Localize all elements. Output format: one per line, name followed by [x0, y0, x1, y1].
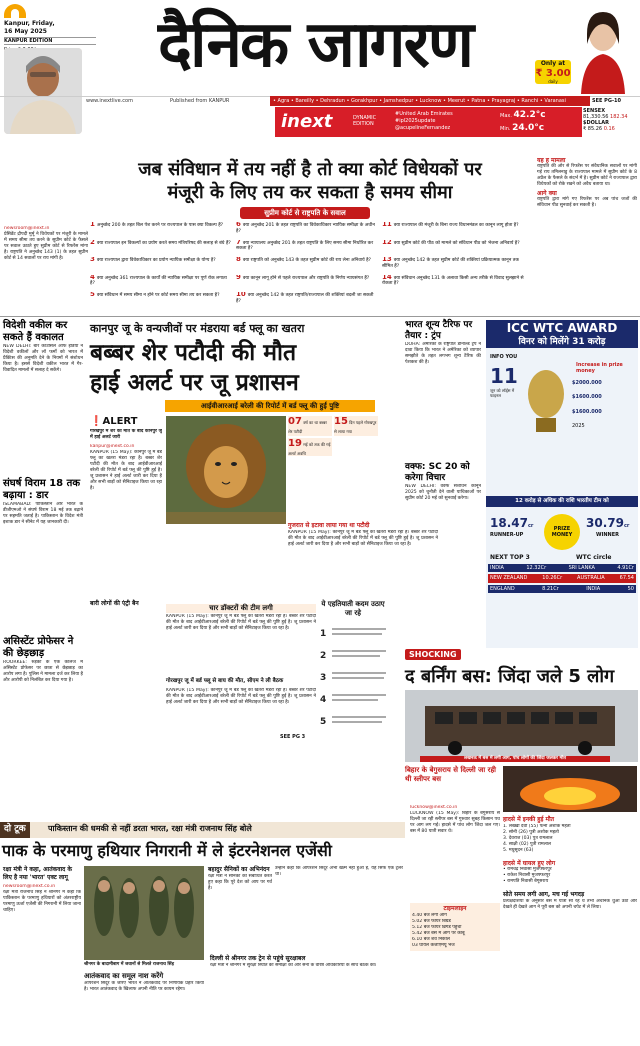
timeline-1: 4.40 बजे लगी आग: [412, 912, 447, 918]
zoo-stat-boxes: [288, 416, 378, 456]
wtc-row: [488, 585, 636, 593]
stat-15: 15: [334, 416, 348, 427]
question-number: 7: [236, 239, 241, 246]
bottom-headline: पाक के परमाणु हथियार निगरानी में ले इंटरनेशनल एजेंसी: [2, 841, 332, 860]
runner-label: RUNNER-UP: [490, 532, 524, 538]
edition-label: EDITION: [353, 121, 374, 127]
svg-text:2: 2: [320, 651, 327, 661]
question-item: [236, 275, 378, 293]
lion-photo: [166, 416, 286, 524]
wtc-circle-label: WTC circle: [576, 554, 612, 561]
question-item: [236, 292, 378, 310]
bottom-col-5: [210, 955, 405, 1043]
zoo-headline: [90, 338, 440, 398]
shocking-bar: [405, 650, 638, 664]
bottom-reporter: newsroom@inext.co.in: [3, 884, 56, 889]
only-at: Only at: [540, 60, 566, 67]
bus-caption: लखनऊ में बस में लगी आग, पांच लोगों की जिंदा जलकर मौत: [420, 756, 610, 762]
wtc-cell-v1: 12.32Cr: [526, 565, 547, 571]
prize-value: $1600.000: [572, 408, 602, 415]
wtc-cell-team: ENGLAND: [490, 585, 515, 592]
lead-headline: [88, 158, 532, 204]
wtc-subtitle: विनर को मिलेंगे 31 करोड़: [486, 336, 638, 348]
zoo-kicker: कानपुर जू के वन्यजीवों पर मंडराया बर्ड फ्लू का खतरा: [90, 322, 305, 335]
hurt-head: हादसे में घायल हुए लोग: [503, 859, 556, 867]
question-text: क्या राष्ट्रपति को अनुच्छेद 143 के तहत सुप्रीम कोर्ट की राय लेना अनिवार्य है?: [242, 258, 371, 263]
soldiers-photo-icon: [84, 866, 204, 960]
precaution-numbers-icon: [318, 624, 388, 734]
side-text: राष्ट्रपति की ओर से रिफरेंस पर संवैधानिक सवालों पर मांगी गई राय तमिलनाडु के राज्यपाल मामले में सुप्रीम कोर्ट के 8 अप्रैल के फैसले के संदर्भ में है। सुप्रीम कोर्ट ने राज्यपाल द्वारा विधेयकों को रोके रखने को अवैध बताया था।: [537, 164, 637, 187]
date: 16 May 2025: [4, 27, 47, 35]
team-body: KANPUR (15 May): कानपुर जू में बर्ड फ्लू का खतरा मंडरा रहा है। बब्बर शेर पटौदी की मौत के बाद आईवीआरआई बरेली की रिपोर्ट में बर्ड फ्लू की पुष्टि हुई है। जू प्रशासन ने हाई अलर्ट जारी कर दिया है और सभी बाड़ों को सैनिटाइज किया जा रहा है।: [166, 614, 316, 631]
wtc-num: 11: [490, 364, 518, 388]
question-text: क्या अनुच्छेद 142 के तहत सुप्रीम कोर्ट की शक्तियां प्रक्रियात्मक कानून तक सीमित हैं?: [382, 258, 519, 269]
wtc-title: ICC WTC AWARD: [486, 320, 638, 336]
precautions-head: ये एहतियाती कदम उठाए जा रहे: [321, 600, 385, 617]
do-took: दो टूक: [0, 822, 30, 838]
wtc-table: [488, 564, 636, 595]
increase-label: Increase in prize money: [576, 362, 623, 375]
wtc-cell-v2: 4.91Cr: [617, 565, 634, 571]
stat-07: 07: [288, 416, 302, 427]
question-item: [90, 222, 232, 240]
bus-side-head: बिहार के बेगुसराय से दिल्ली जा रही थी स्लीपर बस: [405, 766, 496, 783]
question-number: 5: [90, 292, 95, 298]
stat-19: 19: [288, 438, 302, 449]
gorakhpur-body: KANPUR (15 May): कानपुर जू में बर्ड फ्लू का खतरा मंडरा रहा है। बब्बर शेर पटौदी की मौत के बाद आईवीआरआई बरेली की रिपोर्ट में बर्ड फ्लू की पुष्टि हुई है। जू प्रशासन ने हाई अलर्ट जारी कर दिया है और सभी बाड़ों को सैनिटाइज किया जा रहा है।: [288, 530, 438, 547]
bottom-col1-text: रक्षा मंत्री राजनाथ सिंह ने श्रीनगर में कहा कि पाकिस्तान के परमाणु हथियारों को अंतरराष्ट्रीय परमाणु ऊर्जा एजेंसी की निगरानी में लिया जाना चाहिए।: [3, 890, 81, 913]
question-text: क्या कानून लागू होने से पहले राज्यपाल और राष्ट्रपति के निर्णय न्यायसंगत हैं?: [242, 275, 370, 281]
published-from: Published from KANPUR: [170, 98, 230, 104]
gorakhpur-head: गुजरात से इटावा लाया गया था पटौदी: [288, 522, 370, 529]
question-number: 4: [90, 274, 95, 281]
divider: [0, 316, 640, 317]
runner-unit: cr: [527, 523, 534, 529]
stat-07-text: वर्ष का था बब्बर शेर पटौदी: [288, 420, 327, 434]
prize-badge: PRIZE MONEY: [544, 514, 580, 550]
sc20-text: NEW DELHI: वक्फ संशोधन कानून 2025 को चुनौती देने वाली याचिकाओं पर सुप्रीम कोर्ट 20 मई को सुनवाई करेगा।: [405, 484, 481, 501]
svg-text:1: 1: [320, 629, 327, 639]
info-you: INFO YOU: [490, 354, 518, 360]
side-next-text: राष्ट्रपति द्वारा मांगे गए रिफरेंस पर अब पांच जजों की संविधान पीठ सुनवाई कर सकती है।: [537, 197, 637, 208]
cause-head: सोते समय लगी आग, मच गई भगदड़: [503, 891, 585, 898]
timeline-5: 6.10 बजे शव निकाले: [412, 936, 450, 942]
lead-reporter-text: newsroom@inext.in: [4, 226, 50, 231]
question-text: क्या राज्यपाल इन विकल्पों का प्रयोग करते समय मंत्रिपरिषद की सलाह से बंधे हैं?: [96, 240, 231, 246]
ad-box: [533, 4, 637, 94]
alert-icon: ❗: [90, 416, 103, 427]
stat-19-text: मई को तक की गई अलर्ट अवधि: [288, 442, 331, 456]
wtc-cell-team2: INDIA: [586, 585, 601, 592]
question-text: अनुच्छेद 200 के तहत बिल पेश करने पर राज्यपाल के पास क्या विकल्प हैं?: [96, 223, 224, 228]
fire-photo: [503, 766, 637, 812]
col4-text: उन्होंने कहा कि ऑपरेशन सिंदूर अभी खत्म नहीं हुआ है, यह सिर्फ एक ट्रेलर था।: [275, 866, 403, 877]
wtc-row: [488, 574, 636, 582]
question-item: [382, 240, 524, 258]
bottom-kicker: पाकिस्तान की धमकी से नहीं डरता भारत, रक्षा मंत्री राजनाथ सिंह बोले: [48, 824, 252, 833]
lion-icon: [166, 416, 286, 524]
question-item: [90, 240, 232, 258]
president-portrait-icon: [4, 48, 82, 134]
question-item: [90, 292, 232, 310]
social-1: #United Arab Emirates: [395, 111, 453, 117]
prize-value: $1600.000: [572, 394, 602, 401]
question-number: 10: [236, 292, 246, 298]
left-column: [3, 320, 83, 770]
prize-team: 12 करोड़ से अधिक की राशि भारतीय टीम को: [486, 496, 638, 507]
question-item: [90, 257, 232, 275]
lucknow-story: [410, 805, 500, 1045]
dollar-change: 0.16: [603, 126, 615, 132]
social-2: #ipl2025update: [395, 118, 436, 124]
wtc-cell-v1: 10.26Cr: [542, 575, 563, 582]
jagran-logo-icon: [4, 4, 26, 18]
col5-head: दिल्ली से श्रीनगर तक ट्रेन से पहुंचे सुरक्षाबल: [210, 955, 306, 962]
wtc-box: [486, 320, 638, 648]
dollar-value: ₹ 85.26: [583, 126, 603, 132]
inext-logo: inext: [281, 111, 333, 132]
wtc-cell-team2: SRI LANKA: [568, 565, 595, 571]
dynamic: DYNAMIC: [353, 115, 377, 121]
svg-text:4: 4: [320, 695, 327, 705]
wtc-cell-v1: 8.21Cr: [542, 585, 559, 592]
meeting-head: गोरखपुर जू में बर्ड फ्लू से बाघ की मौत, सीएम ने ली बैठक: [166, 678, 284, 684]
lucknow-reporter: lucknow@inext.co.in: [410, 805, 458, 810]
prize-value: $2000.000: [572, 380, 602, 386]
lead-headline-2: मंजूरी के लिए तय कर सकता है समय सीमा: [167, 182, 453, 203]
timeline-3: 5.12 बजे फायर ब्रिगेड पहुंची: [412, 924, 462, 930]
lc-head-3: असिस्टेंट प्रोफेसर ने की छेड़छाड़: [3, 636, 74, 659]
daily: daily: [548, 78, 558, 84]
min-temp: 24.0°c: [512, 123, 545, 133]
sc20-head: वक्फ: SC 20 को करेगा विचार: [405, 462, 470, 483]
cause-text: प्रत्यक्षदर्शियों के अनुसार बस में यात्री सो रहे थे तभी अचानक धुआं उठा और देखते ही देखते आग ने पूरी बस को अपनी चपेट में ले लिया।: [503, 898, 637, 910]
zoo-body: KANPUR (15 May): कानपुर जू में बर्ड फ्लू का खतरा मंडरा रहा है। बब्बर शेर पटौदी की मौत के बाद आईवीआरआई बरेली की रिपोर्ट में बर्ड फ्लू की पुष्टि हुई है। जू प्रशासन ने हाई अलर्ट जारी कर दिया है और सभी बाड़ों को सैनिटाइज किया जा रहा है।: [90, 449, 162, 491]
question-number: 9: [236, 274, 241, 281]
wtc-row: [488, 564, 636, 572]
timeline-box: [410, 903, 500, 951]
website[interactable]: www.inextlive.com: [86, 98, 133, 104]
winner-label: WINNER: [596, 532, 620, 538]
zoo-head-1: बब्बर शेर पटौदी की मौत: [90, 340, 297, 366]
wtc-num-text: जून को लॉर्ड्स में फाइनल: [490, 388, 515, 398]
max-temp: 42.2°c: [513, 110, 546, 120]
question-number: 1: [90, 222, 95, 228]
question-number: 11: [382, 222, 392, 228]
photo-caption: श्रीनगर के बादामीबाग में जवानों से मिलते राजनाथ सिंह: [84, 962, 174, 967]
dead-head: हादसे में इनकी हुई मौत: [503, 816, 555, 823]
question-item: [382, 222, 524, 240]
question-number: 2: [90, 239, 95, 246]
timeline-4: 5.42 बजे बस में आग पर काबू: [412, 930, 465, 936]
question-number: 12: [382, 239, 392, 246]
dollar-label: $DOLLAR: [583, 120, 609, 126]
prize-chart: [572, 380, 634, 460]
lead-intro-text: प्रेसिडेंट द्रौपदी मुर्मू ने विधेयकों पर मंजूरी के मामले में समय सीमा तय करने के सुप्रीम कोर्ट के फैसले पर सवाल उठाते हुए सुप्रीम कोर्ट से रिफरेंस मांगा है। राष्ट्रपति ने अनुच्छेद 143 (1) के तहत सुप्रीम कोर्ट से 14 सवालों पर राय मांगी है।: [4, 232, 88, 261]
question-number: 14: [382, 274, 392, 281]
stat-15-text: दिन पहले गोरखपुर से लाया गया: [334, 420, 377, 434]
lead-intro: [4, 226, 88, 306]
question-text: क्या अनुच्छेद 201 के तहत राष्ट्रपति का विवेकाधिकार न्यायिक समीक्षा के अधीन है?: [236, 223, 375, 234]
svg-text:3: 3: [320, 673, 327, 683]
question-number: 6: [236, 222, 241, 228]
question-text: क्या राज्यपाल की मंजूरी के बिना राज्य विधानमंडल का कानून लागू होता है?: [393, 223, 519, 228]
question-number: 3: [90, 257, 95, 263]
lucknow-body: LUCKNOW (15 May): बिहार के बेगुसराय से दिल्ली जा रही स्लीपर बस में गुरुवार सुबह किसान पथ पर आग लग गई। हादसे में पांच लोग जिंदा जल गए। बस में 80 यात्री सवार थे।: [410, 811, 500, 834]
lc-head-2: संघर्ष विराम 18 तक बढ़ाया : डार: [3, 478, 81, 501]
question-item: [90, 275, 232, 293]
dead-box: [503, 816, 637, 979]
market-box: [582, 107, 638, 137]
shocking-headline: द बर्निंग बस: जिंदा जले 5 लोग: [405, 666, 615, 687]
right-column: [405, 320, 481, 564]
svg-text:5: 5: [320, 717, 327, 727]
question-text: क्या न्यायालय अनुच्छेद 201 के तहत राष्ट्रपति के लिए समय सीमा निर्धारित कर सकता है?: [236, 240, 374, 252]
zoo-report-tag: आईवीआरआई बरेली की रिपोर्ट में बर्ड फ्लू की हुई पुष्टि: [165, 400, 375, 412]
city: Kanpur,: [4, 20, 30, 27]
question-text: क्या संविधान अनुच्छेद 131 के अलावा किसी अन्य तरीके से विवाद सुलझाने से रोकता है?: [382, 275, 524, 287]
winner-unit: cr: [623, 523, 630, 529]
bus-photo: [405, 690, 638, 762]
timeline-2: 5.02 बजे फायर बिग्रेड: [412, 918, 451, 924]
question-item: [236, 257, 378, 275]
sensex-value: 81,330.56: [583, 114, 609, 120]
day: Friday,: [32, 20, 55, 27]
question-number: 13: [382, 257, 392, 263]
bottom-kicker-bar: [0, 822, 405, 838]
trump-head: भारत शून्य टैरिफ पर तैयार : ट्रंप: [405, 320, 473, 341]
question-number: 8: [236, 257, 241, 263]
side-next: आगे क्या: [537, 190, 557, 197]
price-big: ₹ 3.00: [535, 67, 571, 79]
zoo-head-2: हाई अलर्ट पर जू प्रशासन: [90, 370, 299, 396]
zoo-see-pg[interactable]: SEE PG 3: [280, 734, 306, 740]
president-photo: [4, 48, 82, 134]
col5-text: रक्षा मंत्री ने श्रीनगर में सुरक्षा स्थिति की समीक्षा की और सेना के वरिष्ठ अधिकारियों के साथ बैठक की।: [210, 962, 377, 968]
zoo-subhead-2: बारी लोगों की एंट्री बैन: [90, 599, 139, 607]
question-item: [382, 257, 524, 275]
lc-text-2: ISLAMABAD: पाकिस्तान और भारत के डीजीएमओ ने संघर्ष विराम 18 मई तक बढ़ाने पर सहमति जताई है। पाकिस्तान के विदेश मंत्री इशाक डार ने सीनेट में यह जानकारी दी।: [3, 502, 83, 525]
wtc-cell-team: INDIA: [490, 565, 504, 571]
side-title: यह है मामला: [537, 158, 566, 164]
edition: KANPUR EDITION: [4, 37, 96, 45]
masthead-title: दैनिक जागरण: [157, 8, 473, 82]
max-label: Max.: [500, 113, 512, 119]
lead-side: [537, 158, 637, 314]
question-text: क्या सुप्रीम कोर्ट की पीठ को मामले को संविधान पीठ को भेजना अनिवार्य है?: [393, 240, 520, 246]
lc-head-1: विदेशी वकील कर सकते हैं वकालत: [3, 320, 68, 343]
alert-label: ALERT: [102, 416, 138, 427]
question-item: [236, 222, 378, 240]
cities-strip: • Agra • Bareilly • Dehradun • Gorakhpur • Jamshedpur • Lucknow • Meerut • Patna • Prayagraj • Ranchi • Varanasi: [270, 96, 590, 106]
inext-bar: [275, 107, 620, 137]
bottom-sub: रक्षा मंत्री ने कहा, आतंकवाद के लिए है नया 'भारत' एक्ट लागू: [3, 866, 73, 881]
col2-text: ऑपरेशन सिंदूर के जरिए भारत ने आतंकवाद पर निर्णायक प्रहार किया है। भारत आतंकवाद के खिलाफ अपनी नीति पर कायम रहेगा।: [84, 980, 204, 992]
question-tag: सुप्रीम कोर्ट से राष्ट्रपति के सवाल: [240, 207, 370, 219]
bottom-col-2: [84, 972, 204, 1046]
timeline-6: 03 घायल केजीएमयू भेजे: [412, 942, 455, 948]
question-text: क्या अनुच्छेद 361 राज्यपाल के कार्यों की न्यायिक समीक्षा पर पूर्ण रोक लगाता है?: [90, 275, 227, 287]
question-item: [236, 240, 378, 258]
top3-label: NEXT TOP 3: [490, 554, 530, 561]
col3-text: रक्षा मंत्री ने सैनिकों को संबोधित करते हुए कहा कि पूरे देश को आप पर गर्व है।: [208, 873, 272, 891]
sensex-label: SENSEX: [583, 108, 606, 114]
wtc-cell-team: NEW ZEALAND: [490, 575, 528, 582]
questions-grid: [90, 222, 530, 312]
bottom-col-4: [275, 866, 403, 946]
dead-list: 1. लख्खी देवी (55) पत्नी अशोक महतो 2. सोनी (26) पुत्री अशोक महतो 3. देवराज (03) पुत्र रामलाल 4. साक्षी (02) पुत्री रामलाल 5. मधुसूदन (63): [503, 823, 571, 853]
precautions-list: [318, 624, 388, 734]
hurt-list: • रामचंद्र निवासी मुजफ्फरपुर • राकेश निवासी मुजफ्फरपुर • रामपति निवासी बेगूसराय: [503, 867, 552, 884]
col2-head: आतंकवाद का समूल नाश करेंगे: [84, 972, 164, 980]
col3-head: बहादुर सैनिकों का अभिनंदन: [208, 866, 270, 873]
fire-icon: [503, 766, 637, 812]
trump-text: DOHA: अमेरिका के राष्ट्रपति डोनाल्ड ट्रंप ने दावा किया कि भारत ने अमेरिका को व्यापार समझौते के तहत लगभग शून्य टैरिफ की पेशकश की है।: [405, 342, 481, 365]
min-label: Min.: [500, 126, 511, 132]
meeting-body: KANPUR (15 May): कानपुर जू में बर्ड फ्लू का खतरा मंडरा रहा है। बब्बर शेर पटौदी की मौत के बाद आईवीआरआई बरेली की रिपोर्ट में बर्ड फ्लू की पुष्टि हुई है। जू प्रशासन ने हाई अलर्ट जारी कर दिया है और सभी बाड़ों को सैनिटाइज किया जा रहा है।: [166, 688, 316, 705]
question-item: [382, 275, 524, 293]
zoo-alert: [90, 416, 162, 607]
question-text: क्या अनुच्छेद 142 के तहत राष्ट्रपति/राज्यपाल की शक्तियां बदली जा सकती हैं?: [236, 293, 374, 304]
team-head: चार डॉक्टरों की टीम लगी: [166, 604, 316, 613]
question-text: क्या राज्यपाल द्वारा विवेकाधिकार का प्रयोग न्यायिक समीक्षा के योग्य है?: [96, 258, 216, 263]
question-text: क्या संविधान में समय सीमा न होने पर कोर्ट समय सीमा तय कर सकता है?: [96, 293, 220, 298]
shocking-tag: SHOCKING: [405, 649, 461, 660]
lead-headline-1: जब संविधान में तय नहीं है तो क्या कोर्ट विधेयकों पर: [138, 159, 482, 180]
bottom-col-1: [3, 866, 81, 1020]
sensex-change: 182.34: [610, 114, 628, 120]
winner-amount: 30.79: [586, 516, 624, 530]
alert-text: गोरखपुर में शेर की मौत के बाद कानपुर जू में हाई अलर्ट जारी: [90, 428, 162, 440]
burnt-bus-icon: [405, 690, 638, 762]
prize-year: 2025: [572, 422, 585, 429]
rajnath-photo: [84, 866, 204, 960]
zoo-reporter: kanpur@inext.co.in: [90, 443, 135, 449]
trophy-icon: [522, 364, 570, 436]
wtc-cell-team2: AUSTRALIA: [577, 575, 605, 582]
wtc-cell-v2: 50: [627, 585, 634, 592]
lc-text-3: ROORKEE: रुड़की के एक कॉलेज में असिस्टेंट प्रोफेसर पर छात्रा से छेड़छाड़ का आरोप लगा है। पुलिस ने मामला दर्ज कर लिया है और आरोपी को निलंबित कर दिया गया है।: [3, 660, 83, 683]
timeline-head: टाइमलाइन: [443, 905, 467, 912]
wtc-cell-v2: 67.54: [619, 575, 634, 582]
social-3: @acupelineFernandez: [395, 125, 451, 131]
runner-amount: 18.47: [490, 516, 528, 530]
lc-text-1: NEW DELHI: बार काउंसिल ऑफ इंडिया ने विदेशी वकीलों और लॉ फर्मों को भारत में प्रैक्टिस की अनुमति देने के नियमों में संशोधन किया है। इससे विदेशी वकील भारत में गैर-विवादित मामलों में सलाह दे सकेंगे।: [3, 344, 83, 373]
see-pg-10[interactable]: SEE PG-10: [592, 98, 621, 104]
